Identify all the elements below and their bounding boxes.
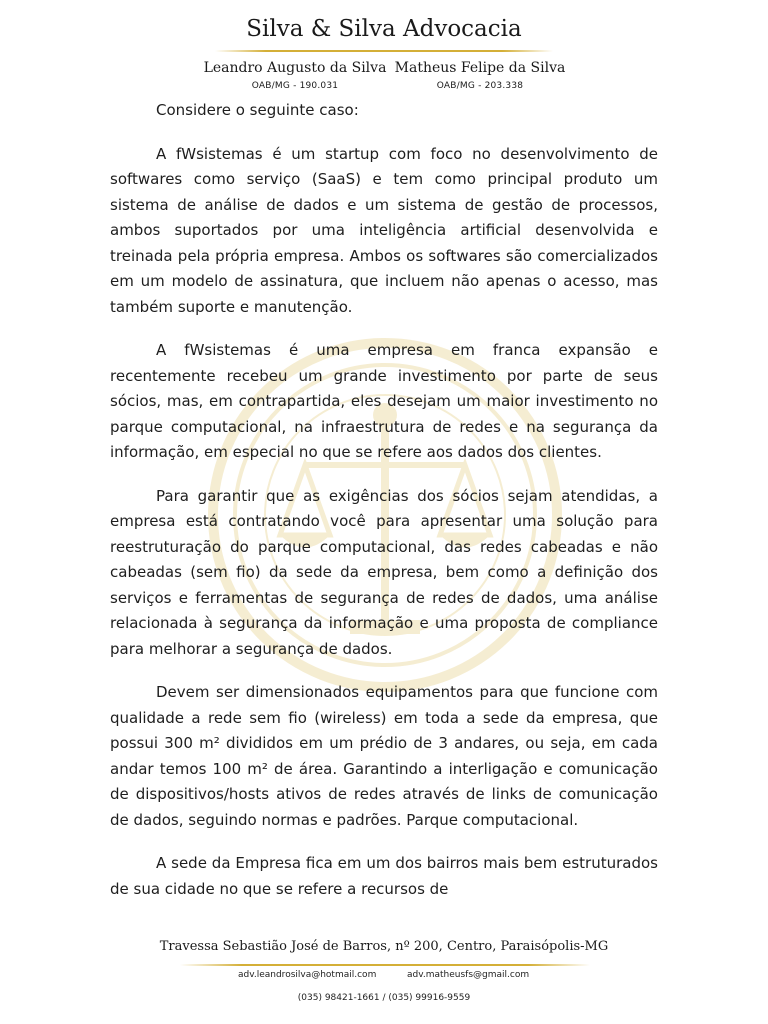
footer-email-2[interactable]: adv.matheusfs@gmail.com — [407, 970, 530, 980]
letterhead-header — [0, 0, 768, 100]
lawyer-2-oab: OAB/MG - 203.338 — [436, 81, 524, 91]
paragraph-1: A fWsistemas é um startup com foco no desenvolvimento de softwares como serviço (SaaS) e tem como principal produto um sistema de análise de dados e um sistema de gestão de processos, ambos suportados por uma inteligência artificial desenvolvida e treinada pela própria empresa. Ambos os softwares são comercializados em um modelo de assinatura, que incluem não apenas o acesso, mas também suporte e manutenção. — [110, 144, 658, 316]
paragraph-4: Devem ser dimensionados equipamentos para que funcione com qualidade a rede sem fio (wireless) em toda a sede da empresa, que possui 300 m² divididos em um prédio de 3 andares, ou seja, em cada andar temos 100 m² de área. Garantindo a interligação e comunicação de dispositivos/hosts ativos de redes através de links de comunicação de dados, seguindo normas e padrões. Parque computacional. — [110, 683, 658, 829]
paragraph-5: A sede da Empresa fica em um dos bairros mais bem estruturados de sua cidade no que se refere a recursos de — [110, 854, 658, 898]
paragraph-intro: Considere o seguinte caso: — [156, 101, 359, 119]
paragraph-3: Para garantir que as exigências dos sócios sejam atendidas, a empresa está contratando você para apresentar uma solução para reestruturação do parque computacional, das redes cabeadas e não cabeadas (sem fio) da sede da empresa, bem como a definição dos serviços e ferramentas de segurança de redes de dados, uma análise relacionada à segurança da informação e uma proposta de compliance para melhorar a segurança de dados. — [110, 486, 658, 658]
header-divider — [215, 50, 553, 52]
firm-name: Silva & Silva Advocacia — [246, 16, 522, 42]
footer-phones: (035) 98421-1661 / (035) 99916-9559 — [297, 993, 471, 1003]
lawyer-1-name: Leandro Augusto da Silva — [203, 60, 387, 76]
lawyer-2 — [380, 60, 580, 91]
footer-email-1[interactable]: adv.leandrosilva@hotmail.com — [238, 970, 377, 980]
footer-divider — [180, 964, 590, 966]
lawyer-1 — [195, 60, 395, 91]
lawyer-1-oab: OAB/MG - 190.031 — [251, 81, 339, 91]
footer-address: Travessa Sebastião José de Barros, nº 200, Centro, Paraisópolis-MG — [159, 939, 609, 954]
document-body — [110, 98, 658, 920]
lawyer-2-name: Matheus Felipe da Silva — [394, 60, 566, 76]
paragraph-2: A fWsistemas é uma empresa em franca expansão e recentemente recebeu um grande investimento por parte de seus sócios, mas, em contrapartida, eles desejam um maior investimento no parque computacional, na infraestrutura de redes e na segurança da informação, em especial no que se refere aos dados dos clientes. — [110, 341, 658, 461]
letterhead-footer — [0, 930, 768, 1024]
